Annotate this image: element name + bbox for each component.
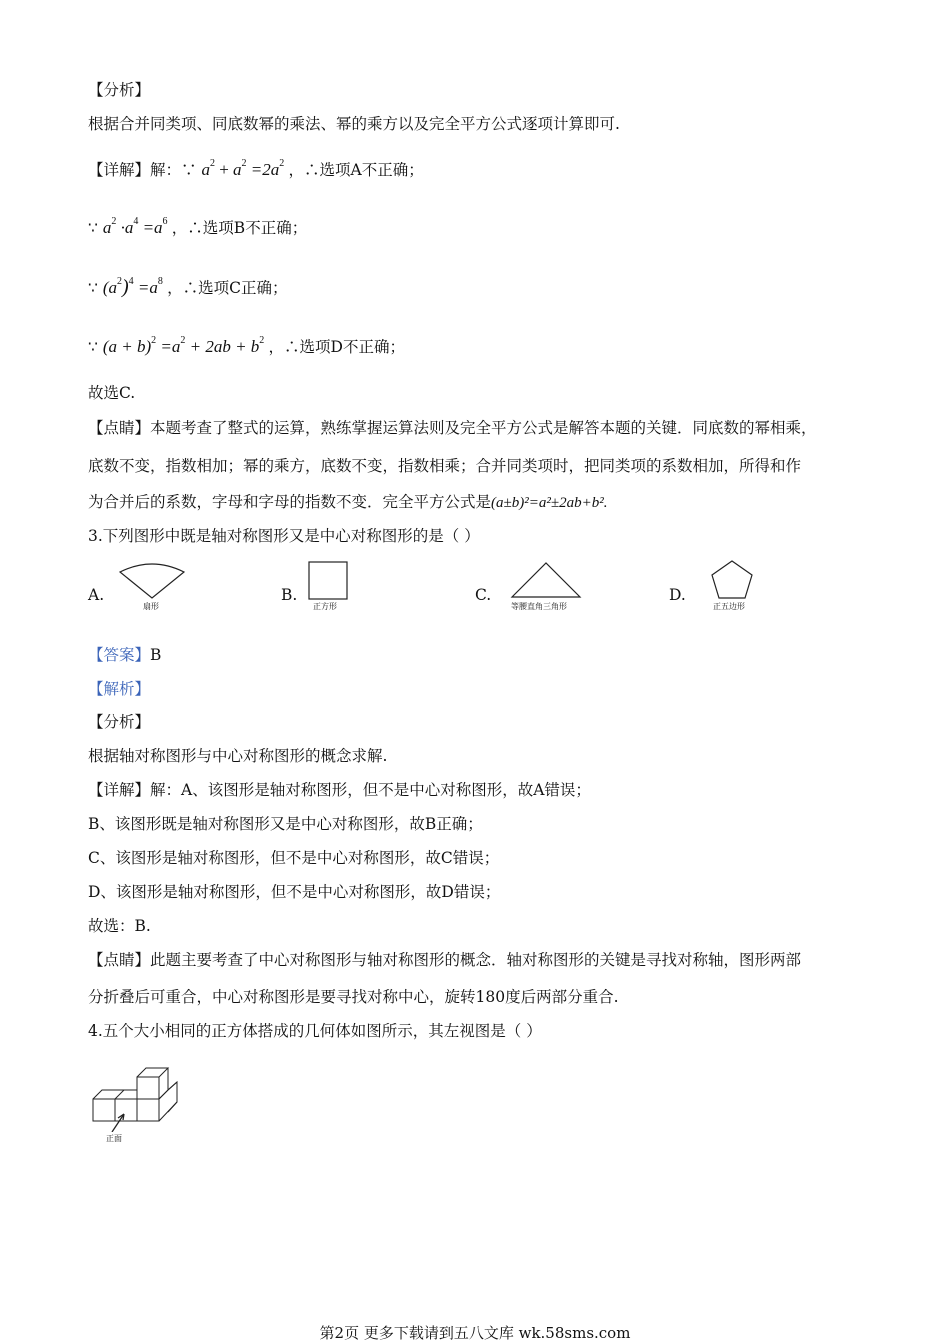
comment-line-2a: 【点睛】此题主要考查了中心对称图形与轴对称图形的概念．轴对称图形的关键是寻找对称轴，图形两部 [88,951,802,969]
because-sign: ∵ [88,338,98,356]
because-sign: ∵ [88,219,98,237]
detail-line-2a: 【详解】解：A、该图形是轴对称图形，但不是中心对称图形，故A错误； [88,781,591,799]
option-b-label: B. [281,586,298,604]
formula-b: $a^2 \cdot a^4 =a^6$ [102,216,168,237]
because-sign: ∵ [88,279,98,297]
analysis-text-2: 根据轴对称图形与中心对称图形的概念求解. [88,747,388,765]
analysis-heading-2: 【分析】 [88,713,151,731]
option-d-label: D. [669,586,686,604]
comment-line-2b: 分折叠后可重合，中心对称图形是要寻找对称中心，旋转180度后两部分重合. [88,988,619,1006]
page-footer: 第2页 更多下载请到五八文库 wk.58sms.com [319,1324,631,1342]
detail-suffix: ，∴选项D不正确； [268,338,405,356]
cube-figure [88,1062,188,1132]
option-d-caption: 正五边形 [713,602,745,611]
detail-line-c [88,277,288,301]
detail-line-2d: D、该图形是轴对称图形，但不是中心对称图形，故D错误； [88,883,501,901]
answer-value: B [150,646,162,664]
formula-a: $a^2 + a^2 =2a^2$ [201,158,285,179]
option-a-caption: 扇形 [143,602,159,611]
detail-line-a [88,160,424,183]
square-shape [306,560,350,602]
option-c-label: C. [475,586,492,604]
answer-line [88,645,161,665]
formula-d: $(a + b)^2 =a^2 + 2ab + b^2$ [102,335,265,356]
analysis-heading-1: 【分析】 [88,81,151,99]
comment-line-2: 底数不变，指数相加；幂的乘方，底数不变，指数相乘；合并同类项时，把同类项的系数相加，所得和作 [88,457,802,475]
analysis-tag: 【解析】 [88,680,151,698]
formula-c: $(a^2)^4 =a^8$ [102,276,163,298]
triangle-shape [508,560,584,600]
comment-text: 为合并后的系数，字母和字母的指数不变．完全平方公式是 [88,493,492,511]
question-3: 3.下列图形中既是轴对称图形又是中心对称图形的是（ ） [88,527,480,545]
square-formula: (a±b)²=a²±2ab+b². [491,495,608,511]
option-c-caption: 等腰直角三角形 [511,602,567,611]
sector-shape [116,560,188,602]
detail-suffix: ，∴选项A不正确； [288,161,424,179]
choice-line-2: 故选：B. [88,917,151,935]
detail-suffix: ，∴选项B不正确； [171,219,308,237]
choice-line: 故选C. [88,384,136,402]
detail-prefix: 【详解】解：∵ [88,161,197,179]
option-a-label: A. [88,586,105,604]
option-b-caption: 正方形 [313,602,337,611]
pentagon-shape [708,558,756,602]
question-4: 4.五个大小相同的正方体搭成的几何体如图所示，其左视图是（ ） [88,1022,542,1040]
analysis-text-1: 根据合并同类项、同底数幂的乘法、幂的乘方以及完全平方公式逐项计算即可. [88,115,620,133]
detail-suffix: ，∴选项C正确； [167,279,288,297]
detail-line-b [88,218,307,241]
comment-line-1: 【点睛】本题考查了整式的运算，熟练掌握运算法则及完全平方公式是解答本题的关键．同底数的幂相乘， [88,419,817,437]
figure-caption: 正面 [106,1134,122,1143]
comment-line-3 [88,492,607,513]
detail-line-d [88,337,405,360]
detail-line-2c: C、该图形是轴对称图形，但不是中心对称图形，故C错误； [88,849,500,867]
answer-tag: 【答案】 [88,646,151,664]
detail-line-2b: B、该图形既是轴对称图形又是中心对称图形，故B正确； [88,815,483,833]
